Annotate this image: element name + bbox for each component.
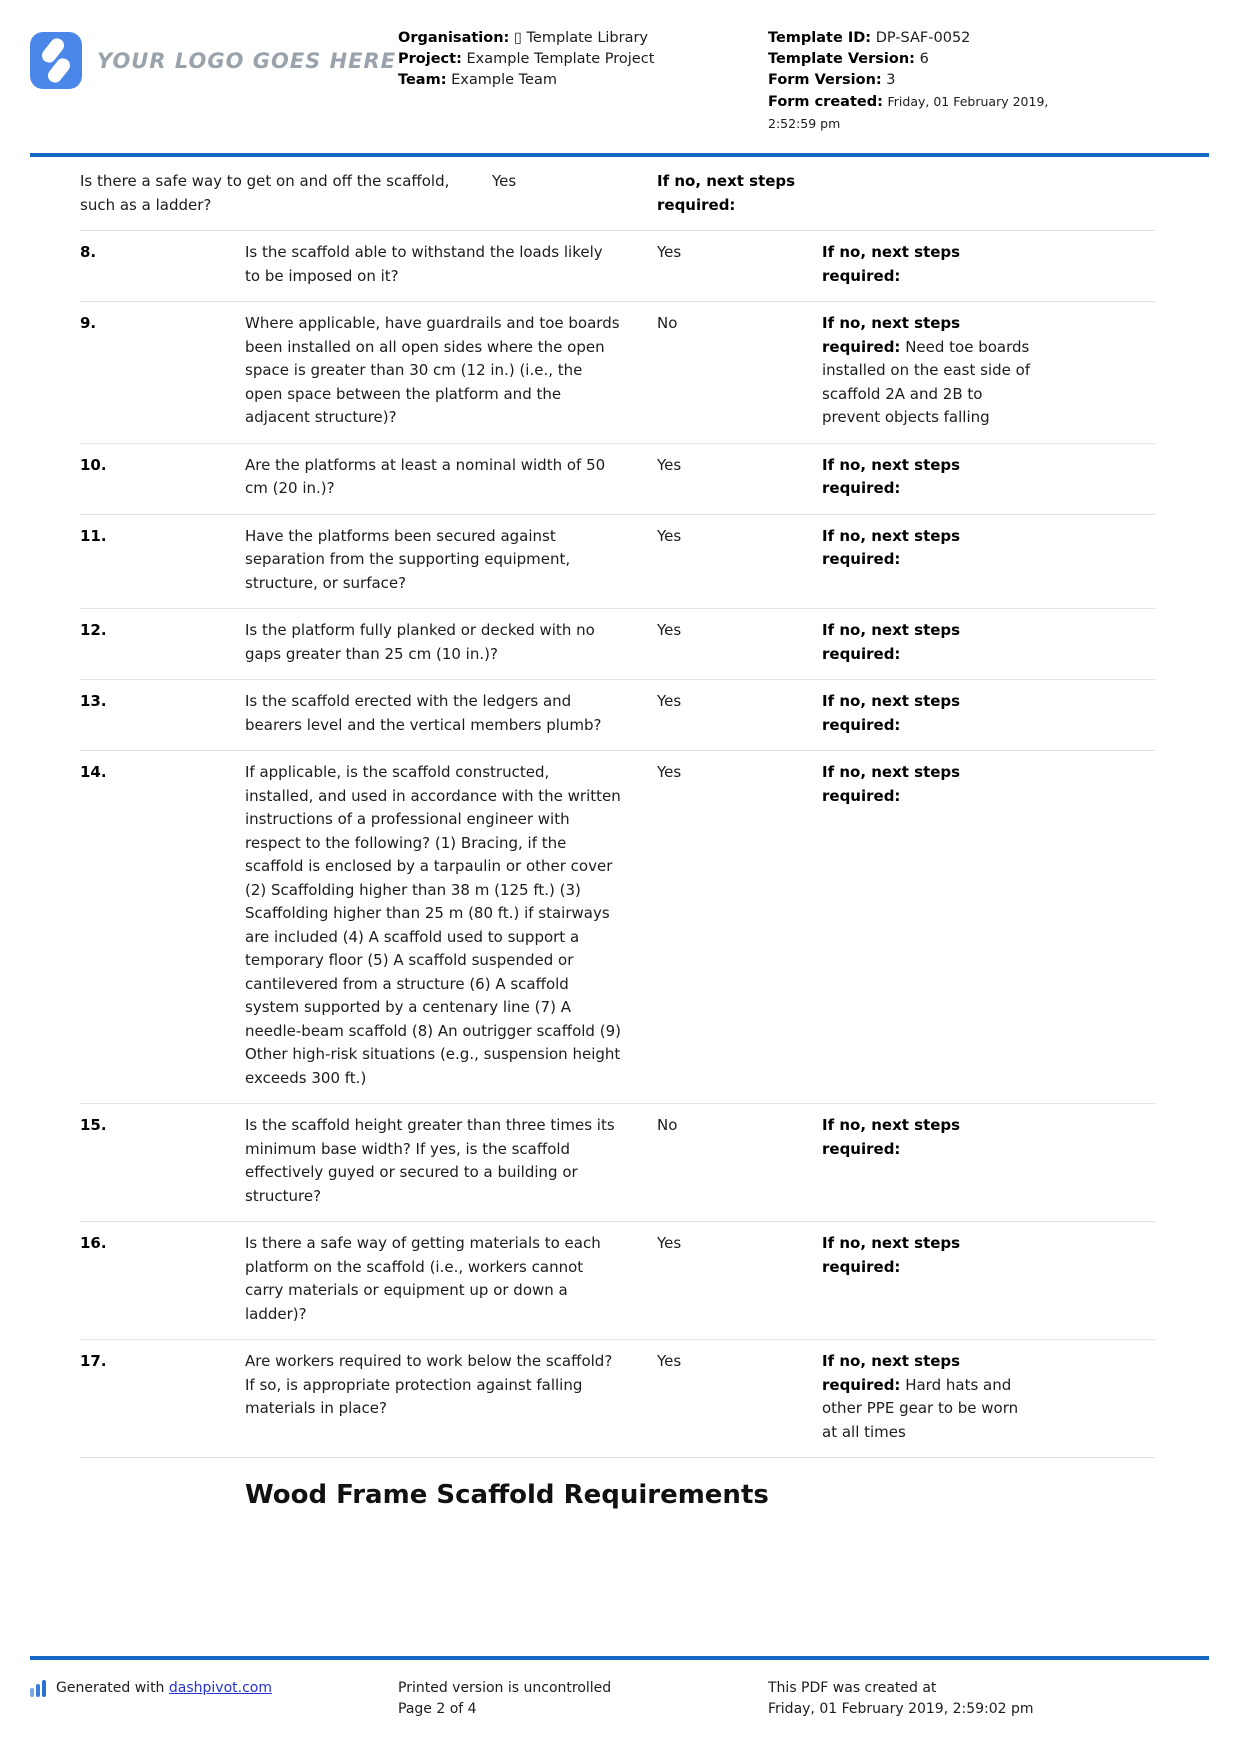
question-text: Is there a safe way of getting materials to each platform on the scaffold (i.e., workers cannot carry materials or equipment up or down a ladder)? bbox=[245, 1234, 601, 1323]
project-line bbox=[398, 49, 748, 70]
team-value: Example Team bbox=[451, 72, 557, 88]
answer-value: Yes bbox=[657, 1352, 682, 1370]
item-number: 13. bbox=[80, 692, 107, 710]
question-text: Have the platforms been secured against separation from the supporting equipment, structure, or surface? bbox=[245, 526, 571, 592]
if-no-label: If no, next steps required: bbox=[822, 243, 961, 285]
item-number: 14. bbox=[80, 763, 107, 781]
answer-value: Yes bbox=[657, 455, 682, 474]
question-text: Where applicable, have guardrails and toe boards been installed on all open sides where the open space is greater than 30 cm (12 in.) (i.e., the open space between the platform and the adjacent structure)? bbox=[245, 314, 620, 426]
if-no-cell bbox=[822, 1114, 1034, 1161]
checklist-row bbox=[80, 751, 1155, 1104]
if-no-label: If no, next steps required: bbox=[822, 621, 961, 663]
if-no-note: Need toe boards installed on the east side of scaffold 2A and 2B to prevent objects falling bbox=[822, 337, 1031, 426]
if-no-cell bbox=[657, 170, 869, 217]
checklist-row bbox=[80, 1104, 1155, 1222]
if-no-label: If no, next steps required: bbox=[822, 763, 961, 805]
checklist-row bbox=[80, 444, 1155, 515]
checklist-rows bbox=[80, 231, 1155, 1458]
question-text: If applicable, is the scaffold constructed, installed, and used in accordance with the written instructions of a professional engineer with respect to the following? (1) Bracing, if the scaffold is enclosed by a tarpaulin or other cover (2) Scaffolding higher than 38 m (125 ft.) (3) Scaffolding higher than 25 m (80 ft.) if stairways are included (4) A scaffold used to support a temporary floor (5) A scaffold suspended or cantilevered from a structure (6) A scaffold system supported by a centenary line (7) A needle-beam scaffold (8) An outrigger scaffold (9) Other high-risk situations (e.g., suspension height exceeds 300 ft.) bbox=[245, 763, 621, 1087]
checklist-continuation-row bbox=[80, 160, 1155, 231]
if-no-label: If no, next steps required: bbox=[657, 172, 796, 214]
if-no-cell bbox=[822, 525, 1034, 572]
answer-value: Yes bbox=[657, 621, 682, 639]
logo-placeholder-text: YOUR LOGO GOES HERE bbox=[97, 48, 397, 73]
item-number: 16. bbox=[80, 1234, 107, 1252]
printed-version-note bbox=[398, 1678, 611, 1720]
answer-value: No bbox=[657, 1116, 678, 1134]
project-value: Example Template Project bbox=[466, 51, 655, 67]
answer-value: No bbox=[657, 314, 678, 332]
question-text: Is the scaffold erected with the ledgers and bearers level and the vertical members plumb? bbox=[245, 692, 602, 734]
page-number: Page 2 of 4 bbox=[398, 1701, 477, 1717]
if-no-cell bbox=[822, 1232, 1034, 1279]
answer-value: Yes bbox=[657, 526, 682, 545]
checklist-row bbox=[80, 515, 1155, 610]
if-no-label: If no, next steps required: bbox=[822, 1234, 961, 1276]
question-text: Is the scaffold height greater than three times its minimum base width? If yes, is the scaffold effectively guyed or secured to a building or structure? bbox=[245, 1116, 615, 1205]
company-logo bbox=[30, 32, 396, 89]
item-number: 17. bbox=[80, 1352, 107, 1370]
created-at-text: This PDF was created at bbox=[768, 1680, 937, 1696]
created-at-timestamp: Friday, 01 February 2019, 2:59:02 pm bbox=[768, 1701, 1034, 1717]
checklist-row bbox=[80, 609, 1155, 680]
organisation-value: ▯ Template Library bbox=[513, 30, 649, 46]
pdf-created-note bbox=[768, 1678, 1034, 1720]
if-no-cell bbox=[822, 619, 1034, 666]
item-number: 9. bbox=[80, 314, 97, 332]
item-number: 15. bbox=[80, 1116, 107, 1134]
team-label: Team: bbox=[398, 72, 447, 88]
form-created-line bbox=[768, 91, 1078, 135]
template-id-value: DP-SAF-0052 bbox=[875, 30, 971, 46]
dashpivot-link[interactable]: dashpivot.com bbox=[168, 1680, 272, 1696]
answer-value: Yes bbox=[657, 763, 682, 781]
template-id-line bbox=[768, 28, 1078, 49]
question-text: Is there a safe way to get on and off the scaffold, such as a ladder? bbox=[80, 172, 450, 214]
if-no-label: If no, next steps required: bbox=[822, 526, 961, 568]
header-template-info bbox=[768, 28, 1078, 135]
uncontrolled-text: Printed version is uncontrolled bbox=[398, 1680, 612, 1696]
if-no-note: Hard hats and other PPE gear to be worn at all times bbox=[822, 1375, 1019, 1441]
template-id-label: Template ID: bbox=[768, 30, 872, 46]
checklist-row bbox=[80, 680, 1155, 751]
organisation-label: Organisation: bbox=[398, 30, 510, 46]
item-number: 10. bbox=[80, 455, 107, 474]
header-org-info bbox=[398, 28, 748, 91]
if-no-label: If no, next steps required: bbox=[822, 1116, 961, 1158]
checklist-table bbox=[80, 160, 1155, 1510]
header-divider bbox=[30, 153, 1209, 157]
question-text: Are workers required to work below the scaffold? If so, is appropriate protection against falling materials in place? bbox=[245, 1352, 613, 1417]
answer-value: Yes bbox=[657, 1234, 682, 1252]
if-no-label: If no, next steps required: bbox=[822, 314, 961, 356]
generated-with bbox=[30, 1678, 272, 1699]
form-created-label: Form created: bbox=[768, 94, 883, 110]
if-no-label: If no, next steps required: bbox=[822, 1352, 961, 1394]
answer-value: Yes bbox=[657, 243, 682, 261]
template-version-line bbox=[768, 49, 1078, 70]
team-line bbox=[398, 70, 748, 91]
form-version-label: Form Version: bbox=[768, 72, 882, 88]
item-number: 12. bbox=[80, 621, 107, 639]
checklist-row bbox=[80, 1340, 1155, 1458]
if-no-label: If no, next steps required: bbox=[822, 692, 961, 734]
answer-value: Yes bbox=[492, 172, 517, 190]
organisation-line bbox=[398, 28, 748, 49]
footer-divider bbox=[30, 1656, 1209, 1660]
checklist-row bbox=[80, 302, 1155, 444]
project-label: Project: bbox=[398, 51, 462, 67]
item-number: 8. bbox=[80, 243, 97, 261]
checklist-row bbox=[80, 1222, 1155, 1340]
if-no-cell bbox=[822, 690, 1034, 737]
if-no-cell bbox=[822, 241, 1034, 288]
if-no-cell bbox=[822, 761, 1034, 808]
if-no-label: If no, next steps required: bbox=[822, 455, 961, 497]
form-version-line bbox=[768, 70, 1078, 91]
answer-value: Yes bbox=[657, 692, 682, 710]
dashpivot-bars-icon bbox=[30, 1680, 48, 1697]
item-number: 11. bbox=[80, 526, 107, 545]
if-no-cell bbox=[822, 454, 1034, 501]
question-text: Are the platforms at least a nominal width of 50 cm (20 in.)? bbox=[245, 455, 606, 497]
if-no-cell bbox=[822, 312, 1034, 430]
question-text: Is the scaffold able to withstand the loads likely to be imposed on it? bbox=[245, 243, 603, 285]
template-version-value: 6 bbox=[919, 51, 929, 67]
if-no-cell bbox=[822, 1350, 1034, 1444]
template-version-label: Template Version: bbox=[768, 51, 915, 67]
generated-with-text: Generated with bbox=[56, 1680, 169, 1696]
section-title: Wood Frame Scaffold Requirements bbox=[245, 1480, 769, 1510]
form-created-value: Friday, 01 February 2019, 2:52:59 pm bbox=[768, 94, 1049, 131]
checklist-row bbox=[80, 231, 1155, 302]
company-logo-icon bbox=[30, 32, 82, 89]
form-version-value: 3 bbox=[886, 72, 896, 88]
question-text: Is the platform fully planked or decked with no gaps greater than 25 cm (10 in.)? bbox=[245, 621, 595, 663]
